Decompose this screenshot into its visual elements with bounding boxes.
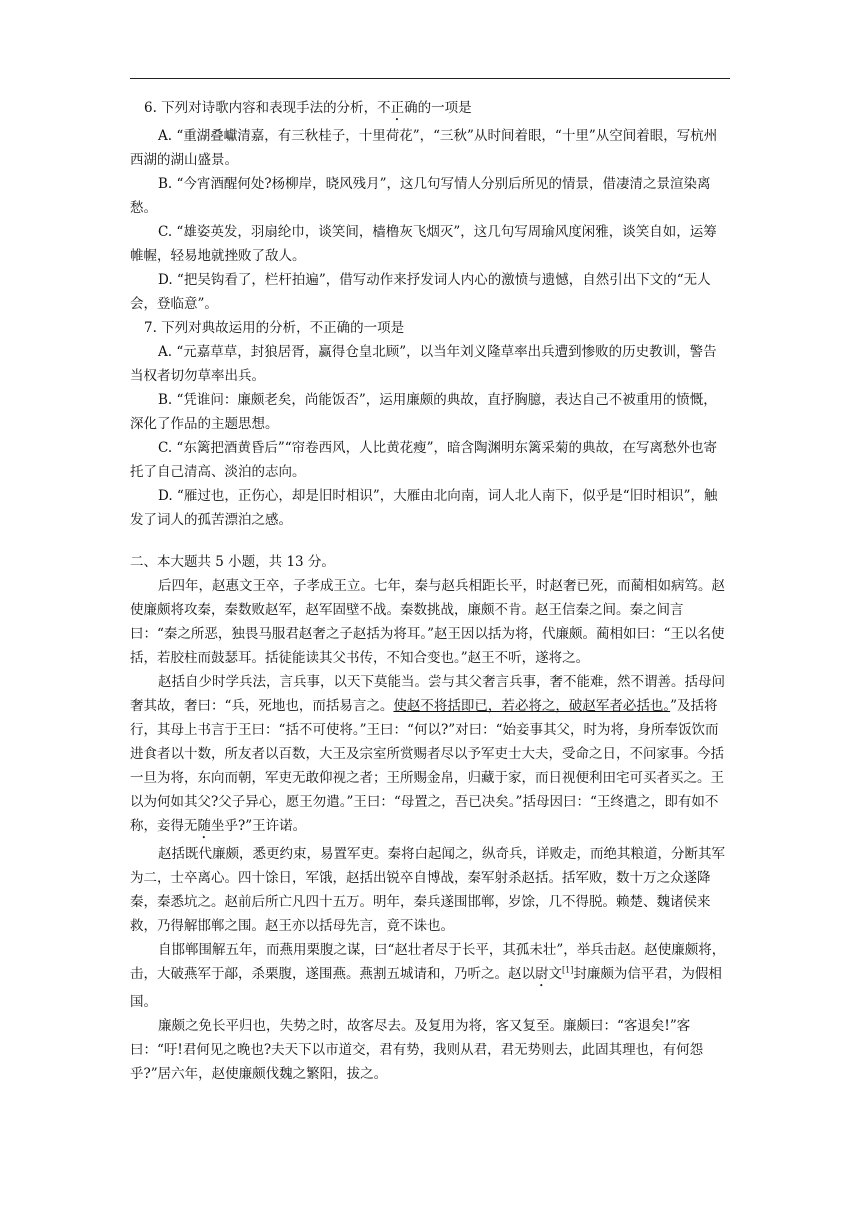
question-6-option-d: D. “把吴钩看了，栏杆拍遍”，借写动作来抒发词人内心的激愤与遗憾，自然引出下文的“无人会，登临意”。 — [130, 272, 711, 312]
question-6-option-c: C. “雄姿英发，羽扇纶巾，谈笑间，樯橹灰飞烟灭”，这几句写周瑜风度闲雅，谈笑自如，运筹帷幄，轻易地就挫败了敌人。 — [130, 224, 717, 264]
passage-text: 封廉颇为信平君，为假相国。 — [130, 966, 722, 1010]
passage-text: 坐乎?”王许诺。 — [211, 818, 307, 834]
passage-paragraph-4 — [130, 938, 730, 1014]
question-7-option-a: A. “元嘉草草，封狼居胥，赢得仓皇北顾”，以当年刘义隆草率出兵遭到惨败的历史教训，警告当权者切勿草率出兵。 — [130, 344, 717, 384]
section-2-heading: 二、本大题共 5 小题，共 13 分。 — [130, 554, 335, 570]
passage-paragraph-2 — [130, 670, 730, 842]
question-6-option-a: A. “重湖叠巘清嘉，有三秋桂子，十里荷花”，“三秋”从时间着眼，“十里”从空间着眼，写杭州西湖的湖山盛景。 — [130, 128, 718, 168]
question-6-stem-text-end: 确的一项是 — [404, 100, 472, 116]
passage-text: 文 — [548, 966, 562, 982]
question-7-stem: 7. 下列对典故运用的分析，不正确的一项是 — [144, 320, 405, 336]
header-rule — [130, 78, 730, 79]
passage-paragraph-3: 赵括既代廉颇，悉更约束，易置军吏。秦将白起闻之，纵奇兵，详败走，而绝其粮道，分断其军为二，士卒离心。四十馀日，军饿，赵括出锐卒自博战，秦军射杀赵括。括军败，数十万之众遂降秦，秦悉坑之。赵前后所亡凡四十五万。明年，秦兵遂围邯郸，岁馀，几不得脱。赖楚、魏诸侯来救，乃得解邯郸之围。赵王亦以括母先言，竟不诛也。 — [130, 846, 725, 934]
question-7-option-c: C. “东篱把酒黄昏后”“帘卷西风，人比黄花瘦”，暗含陶渊明东篱采菊的典故，在写离愁外也寄托了自己清高、淡泊的志向。 — [130, 440, 718, 480]
footnote-marker: [1] — [562, 965, 574, 975]
question-6-stem — [130, 96, 730, 124]
passage-text: ”及括将行，其母上书言于王曰：“括不可使将。”王曰：“何以?”对曰：“始妾事其父，时为将，身所奉饭饮而进食者以十数，所友者以百数，大王及宗室所赏赐者尽以予军吏士大夫，受命之日，不问家事。今括一旦为将，东向而朝，军吏无敢仰视之者；王所赐金帛，归藏于家，而日视便利田宅可买者买之。王以为何如其父?父子异心，愿王勿遣。”王曰：“母置之，吾已决矣。”括母因曰：“王终遣之，即有如不称，妾得无 — [130, 698, 724, 834]
exam-page — [130, 96, 730, 1086]
question-6-stem-text: 6. 下列对诗歌内容和表现手法的分析，不 — [144, 100, 391, 116]
question-6-option-b: B. “今宵酒醒何处?杨柳岸，晓风残月”，这几句写情人分别后所见的情景，借凄清之景渲染离愁。 — [130, 176, 711, 216]
question-7-option-d: D. “雁过也，正伤心，却是旧时相识”，大雁由北向南，词人北人南下，似乎是“旧时相识”，触发了词人的孤苦漂泊之感。 — [130, 488, 718, 528]
passage-paragraph-5: 廉颇之免长平归也，失势之时，故客尽去。及复用为将，客又复至。廉颇曰：“客退矣!”客曰：“吁!君何见之晚也?夫天下以市道交，君有势，我则从君，君无势则去，此固其理也，有何怨乎?”居六年，赵使廉颇伐魏之繁阳，拔之。 — [130, 1018, 704, 1082]
passage-text: 自邯郸围解五年，而燕用栗腹之谋，曰“赵壮者尽于长平，其孤未壮”，举兵击赵。赵使廉颇将，击，大破燕军于鄗，杀栗腹，遂围燕。燕割五城请和，乃听之。赵以 — [130, 942, 726, 982]
emphasis-char: 尉 — [535, 966, 549, 982]
passage-paragraph-1: 后四年，赵惠文王卒，子孝成王立。七年，秦与赵兵相距长平，时赵奢已死，而蔺相如病笃。赵使廉颇将攻秦，秦数败赵军，赵军固壁不战。秦数挑战，廉颇不肯。赵王信秦之间。秦之间言曰：“秦之所恶，独畏马服君赵奢之子赵括为将耳。”赵王因以括为将，代廉颇。蔺相如曰：“王以名使括，若胶柱而鼓瑟耳。括徒能读其父书传，不知合变也。”赵王不听，遂将之。 — [130, 578, 725, 666]
passage-text: 赵括自少时学兵法，言兵事，以天下莫能当。尝与其父奢言兵事，奢不能难，然不谓善。括母问奢其故，奢曰：“兵，死地也，而括易言之。 — [130, 674, 725, 714]
emphasis-char: 随 — [197, 818, 211, 834]
underlined-sentence: 使赵不将括即已，若必将之，破赵军者必括也。 — [393, 698, 671, 714]
emphasis-char: 正 — [390, 100, 405, 116]
question-7-option-b: B. “凭谁问：廉颇老矣，尚能饭否”，运用廉颇的典故，直抒胸臆，表达自己不被重用的愤慨，深化了作品的主题思想。 — [130, 392, 717, 432]
